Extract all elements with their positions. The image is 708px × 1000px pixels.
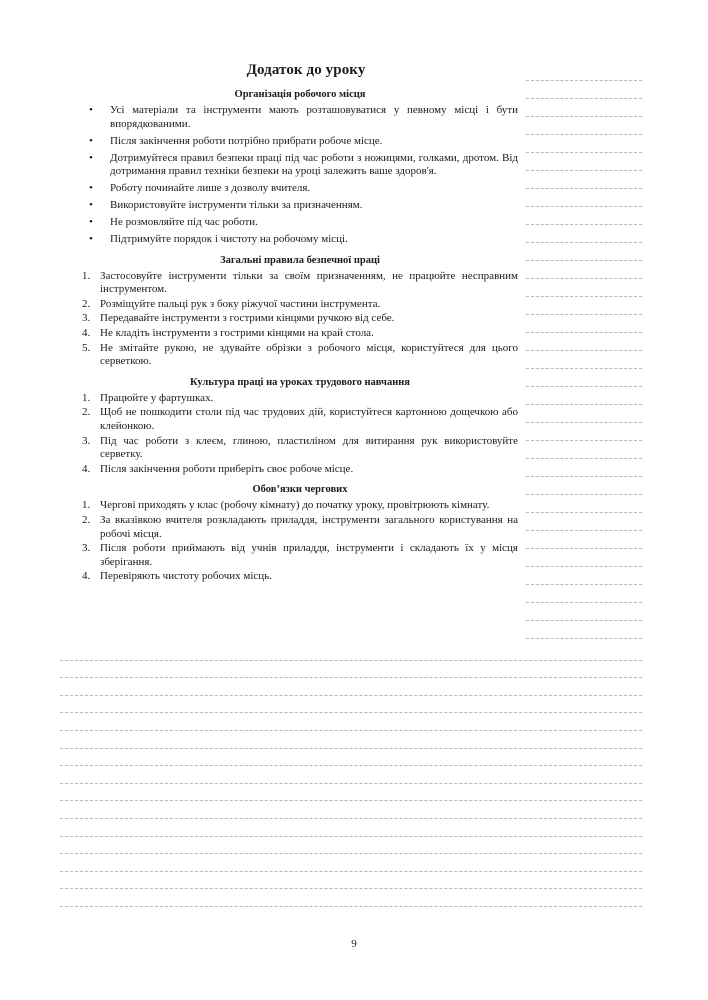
section-heading: Організація робочого місця	[234, 89, 366, 100]
writing-line	[60, 837, 642, 855]
section-work-culture	[82, 377, 518, 477]
list-item-text: Передавайте інструменти з гострими кінцями ручкою від себе.	[100, 312, 395, 325]
writing-line	[526, 171, 642, 189]
writing-line	[526, 531, 642, 549]
list-item	[89, 233, 518, 247]
list-item	[82, 514, 518, 541]
page-title: Додаток до уроку	[246, 62, 366, 78]
writing-line	[526, 243, 642, 261]
page-number: 9	[351, 938, 357, 950]
list-item	[89, 134, 518, 149]
writing-line	[526, 81, 642, 99]
list-item-text: Щоб не пошкодити столи під час трудових дій, користуйтеся картонною дощечкою або клейонкою.	[100, 406, 518, 433]
list-item	[82, 341, 518, 369]
item-number: 1.	[82, 391, 91, 404]
writing-line	[60, 643, 642, 661]
writing-line	[526, 405, 642, 423]
writing-line	[60, 696, 642, 714]
writing-line	[60, 749, 642, 767]
writing-line	[60, 819, 642, 837]
writing-line	[60, 889, 642, 907]
bullet-marker: •	[89, 216, 93, 229]
bullet-marker: •	[89, 151, 93, 164]
list-item-text: Застосовуйте інструменти тільки за своїм призначенням, не працюйте несправним інструментом.	[100, 269, 518, 296]
writing-line	[526, 279, 642, 297]
list-item	[82, 391, 518, 406]
list-item	[82, 312, 518, 326]
list-item	[89, 182, 518, 196]
writing-line	[526, 513, 642, 531]
writing-line	[60, 678, 642, 696]
bullet-list	[82, 104, 518, 247]
list-item	[82, 570, 518, 584]
list-item-text: Не розмовляйте під час роботи.	[110, 216, 258, 229]
list-item-text: За вказівкою вчителя розкладають приладдя, інструменти загального користування на робочі місця.	[100, 514, 518, 540]
item-number: 2.	[82, 297, 91, 310]
item-number: 3.	[82, 542, 91, 555]
list-item	[89, 199, 518, 213]
writing-line	[60, 854, 642, 872]
bullet-marker: •	[89, 233, 93, 246]
bullet-marker: •	[89, 182, 93, 195]
writing-line	[60, 784, 642, 802]
list-item	[82, 327, 518, 341]
list-item-text: Розміщуйте пальці рук з боку ріжучої частини інструмента.	[100, 297, 381, 310]
list-item-text: Роботу починайте лише з дозволу вчителя.	[110, 182, 311, 195]
bullet-marker: •	[89, 199, 93, 212]
writing-line	[526, 261, 642, 279]
writing-line	[526, 315, 642, 333]
writing-line	[526, 423, 642, 441]
writing-line	[526, 117, 642, 135]
list-item	[82, 406, 518, 433]
writing-line	[526, 621, 642, 639]
numbered-list	[82, 392, 518, 477]
writing-line	[526, 189, 642, 207]
writing-line	[526, 387, 642, 405]
list-item-text: Після закінчення роботи потрібно прибрати робоче місце.	[110, 134, 383, 147]
list-item-text: Підтримуйте порядок і чистоту на робочому місці.	[110, 233, 348, 246]
item-number: 1.	[82, 269, 91, 282]
writing-line	[60, 731, 642, 749]
list-item-text: Після закінчення роботи приберіть своє робоче місце.	[100, 462, 354, 475]
writing-line	[526, 585, 642, 603]
list-item	[89, 151, 518, 179]
writing-line	[526, 477, 642, 495]
numbered-list	[82, 270, 518, 369]
item-number: 5.	[82, 341, 91, 354]
bottom-writing-lines	[60, 643, 642, 907]
writing-line	[526, 225, 642, 243]
item-number: 4.	[82, 570, 91, 583]
writing-line	[526, 63, 642, 81]
section-heading: Обов’язки чергових	[252, 484, 348, 496]
writing-line	[526, 441, 642, 459]
list-item-text: Не змітайте рукою, не здувайте обрізки з робочого місця, користуйтеся для цього серветкою.	[100, 341, 518, 368]
item-number: 1.	[82, 499, 91, 512]
writing-line	[526, 207, 642, 225]
list-item-text: Працюйте у фартушках.	[100, 391, 214, 404]
bullet-marker: •	[89, 134, 93, 147]
list-item	[82, 462, 518, 477]
list-item	[82, 269, 518, 297]
list-item-text: Перевіряють чистоту робочих місць.	[100, 570, 272, 583]
list-item	[89, 216, 518, 230]
writing-line	[60, 661, 642, 679]
writing-line	[60, 766, 642, 784]
section-safety-rules	[82, 255, 518, 369]
section-workplace	[82, 89, 518, 247]
side-writing-lines	[526, 63, 642, 639]
list-item-text: Усі матеріали та інструменти мають розташовуватися у певному місці і бути впорядкованими.	[110, 104, 518, 130]
section-duty-responsibilities	[82, 484, 518, 584]
item-number: 3.	[82, 434, 91, 447]
list-item	[82, 434, 518, 462]
writing-line	[526, 369, 642, 387]
list-item-text: Чергові приходять у клас (робочу кімнату) до початку уроку, провітрюють кімнату.	[100, 499, 490, 512]
page-content	[82, 62, 518, 585]
writing-line	[526, 297, 642, 315]
writing-line	[60, 801, 642, 819]
list-item	[82, 499, 518, 513]
writing-line	[526, 567, 642, 585]
writing-line	[60, 713, 642, 731]
list-item-text: Під час роботи з клеєм, глиною, пластиліном для витирання рук використовуйте серветку.	[100, 434, 518, 461]
bullet-marker: •	[89, 104, 93, 116]
writing-line	[60, 872, 642, 890]
writing-line	[526, 333, 642, 351]
writing-line	[526, 135, 642, 153]
numbered-list	[82, 499, 518, 584]
list-item-text: Дотримуйтеся правил безпеки праці під час роботи з ножицями, голками, дротом. Від дотримання правил техніки безпеки на уроці залежить ваше здоров'я.	[110, 151, 518, 178]
list-item-text: Після роботи приймають від учнів приладдя, інструменти і складають їх у місця зберігання.	[100, 542, 518, 568]
list-item	[89, 104, 518, 131]
writing-line	[526, 459, 642, 477]
section-heading: Загальні правила безпечної праці	[220, 254, 380, 266]
item-number: 4.	[82, 327, 91, 340]
writing-line	[526, 99, 642, 117]
item-number: 2.	[82, 406, 91, 419]
item-number: 4.	[82, 462, 91, 475]
writing-line	[526, 603, 642, 621]
writing-line	[526, 549, 642, 567]
item-number: 2.	[82, 514, 91, 526]
writing-line	[526, 495, 642, 513]
list-item	[82, 297, 518, 312]
list-item	[82, 542, 518, 569]
writing-line	[526, 153, 642, 171]
section-heading: Культура праці на уроках трудового навчання	[189, 376, 410, 388]
list-item-text: Не кладіть інструменти з гострими кінцями на край стола.	[100, 327, 374, 340]
list-item-text: Використовуйте інструменти тільки за призначенням.	[110, 199, 363, 212]
item-number: 3.	[82, 312, 91, 325]
writing-line	[526, 351, 642, 369]
